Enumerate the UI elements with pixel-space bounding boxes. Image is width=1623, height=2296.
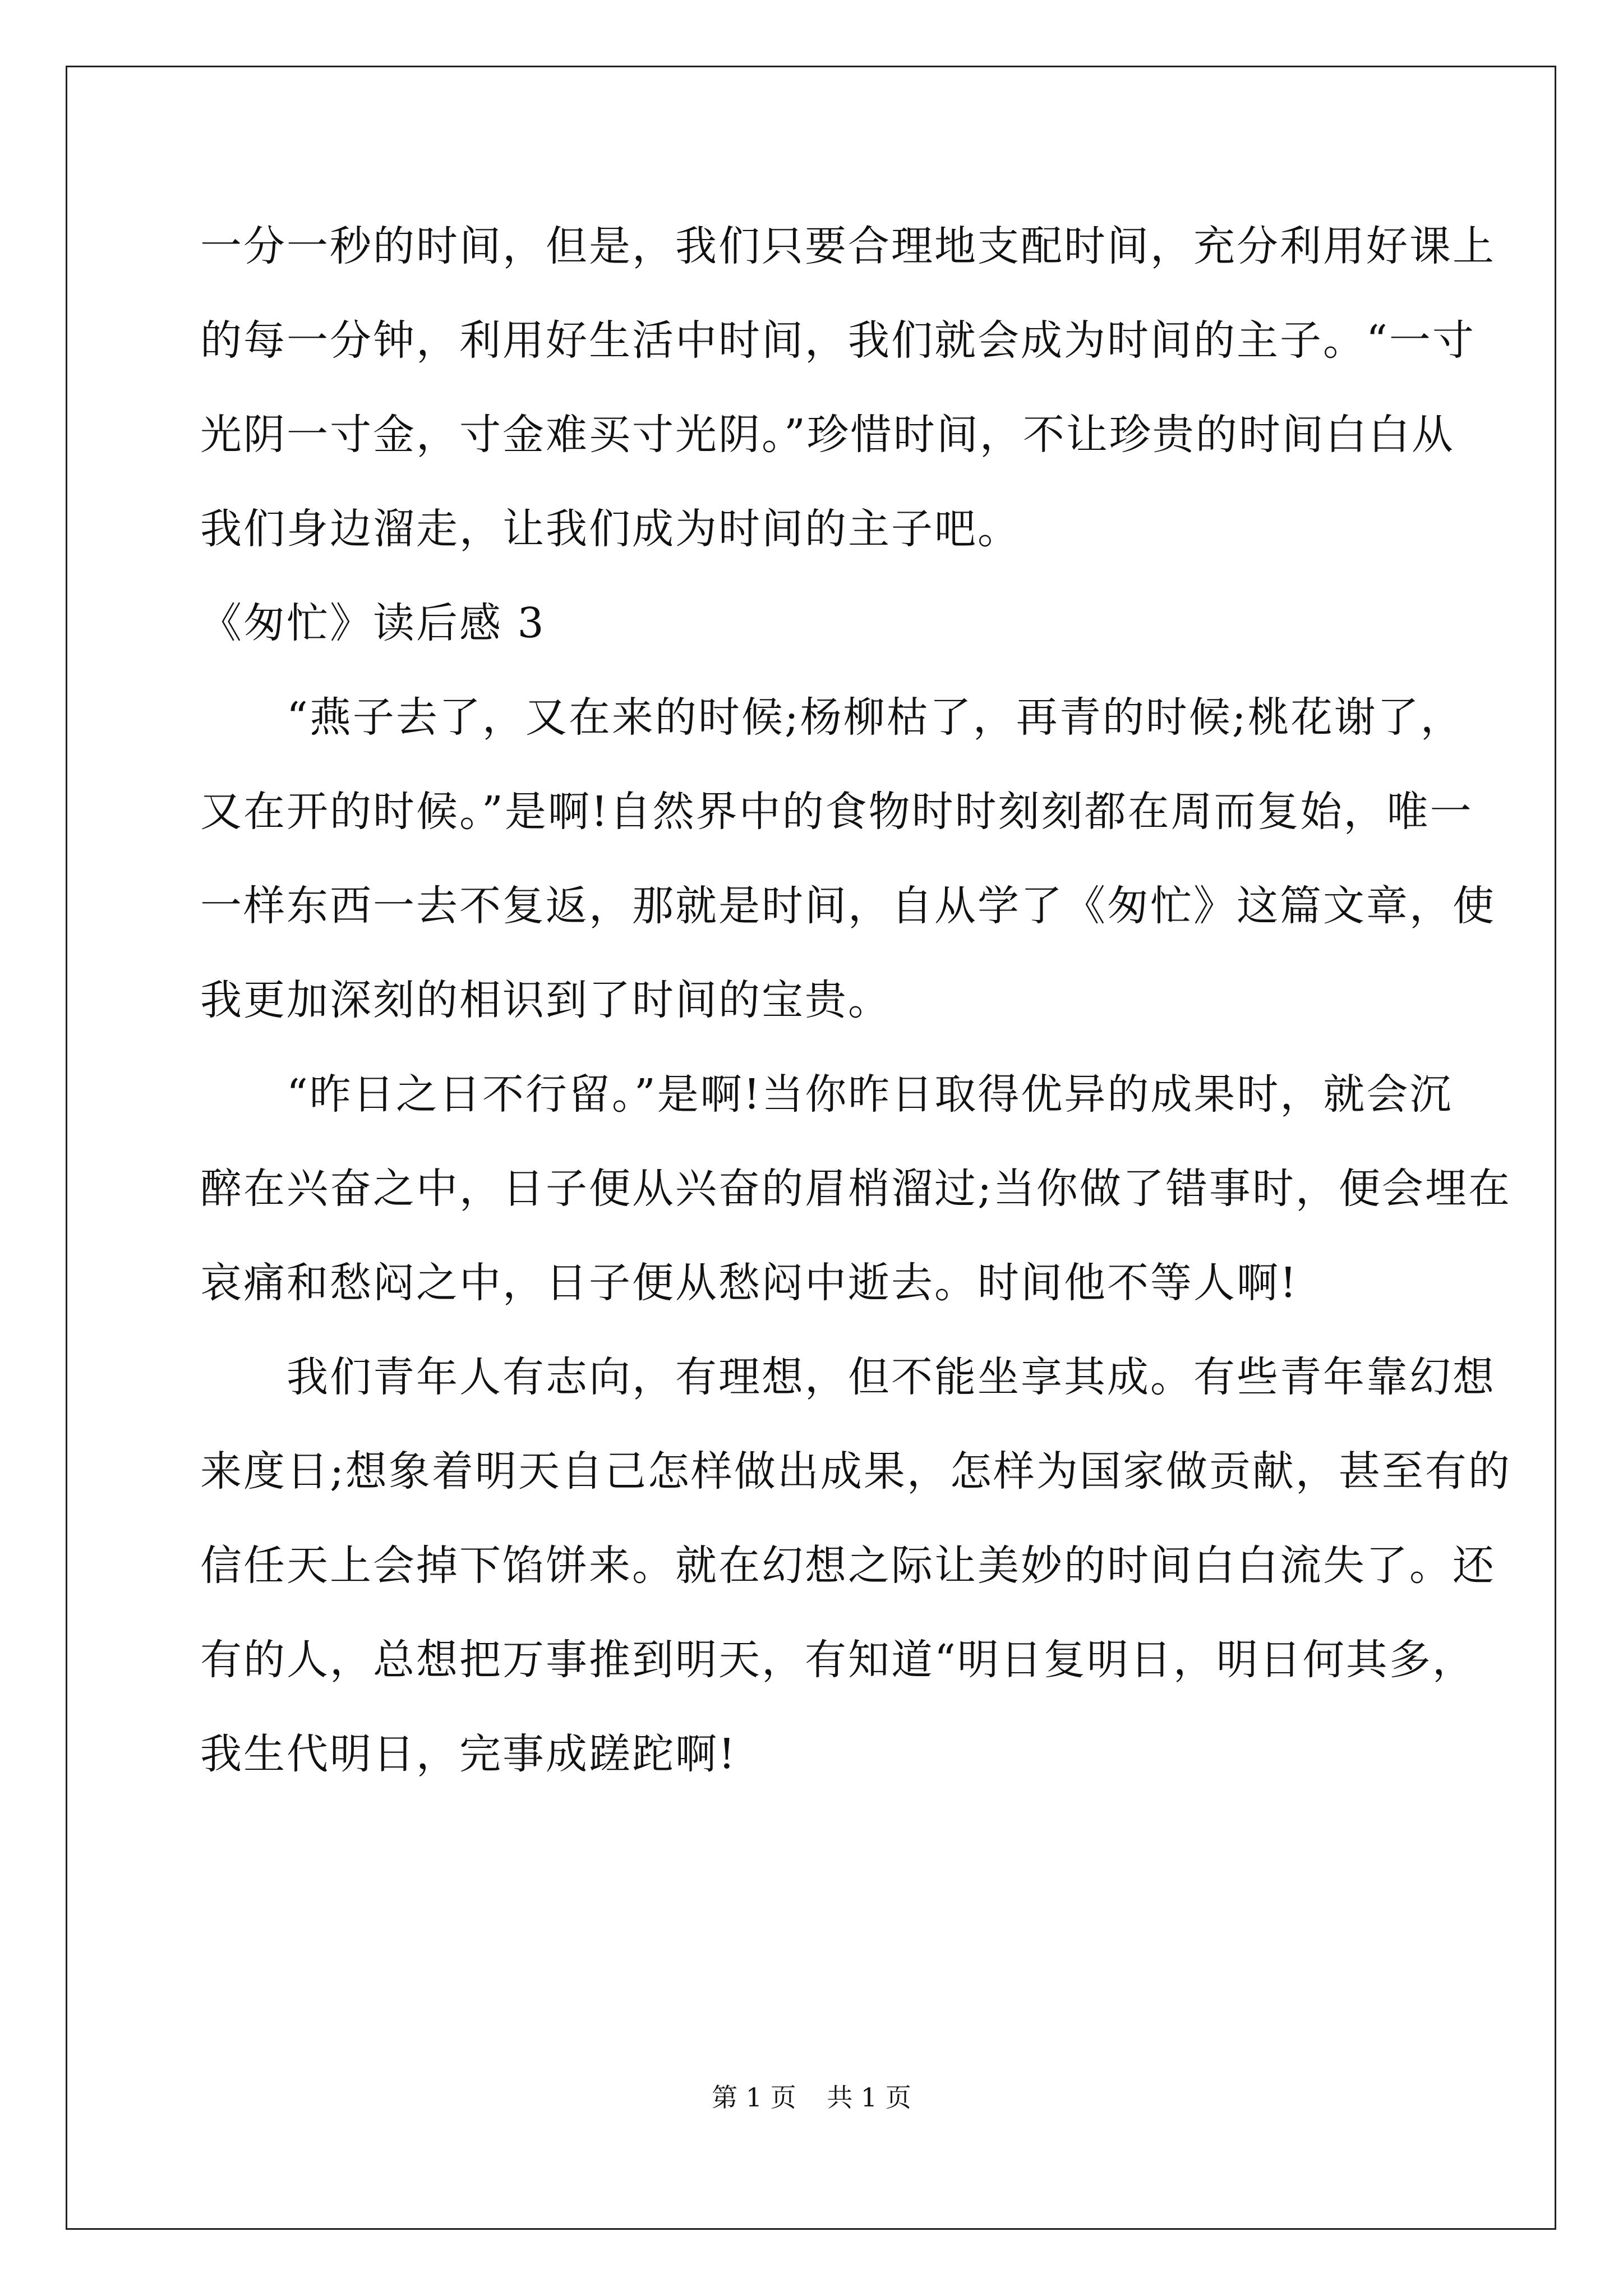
section-heading: 《匆忙》读后感 3 (200, 599, 546, 647)
text-line: 我生代明日，完事成蹉跎啊! (200, 1730, 737, 1778)
page-footer (0, 2081, 1623, 2114)
page-total: 共 1 页 (827, 2082, 911, 2113)
text-line: 我们青年人有志向，有理想，但不能坐享其成。有些青年靠幻想 (200, 1353, 1496, 1401)
text-line: 有的人，总想把万事推到明天，有知道“明日复明日，明日何其多， (200, 1636, 1476, 1684)
text-line: 又在开的时候。”是啊!自然界中的食物时时刻刻都在周而复始，唯一 (200, 788, 1473, 836)
text-line: 哀痛和愁闷之中，日子便从愁闷中逝去。时间他不等人啊! (200, 1259, 1298, 1307)
document-body (200, 199, 1511, 1801)
text-line: 一样东西一去不复返，那就是时间，自从学了《匆忙》这篇文章，使 (200, 882, 1496, 930)
text-line: 来度日;想象着明天自己怎样做出成果，怎样为国家做贡献，甚至有的 (200, 1447, 1511, 1496)
text-line: 一分一秒的时间，但是，我们只要合理地支配时间，充分利用好课上 (200, 222, 1496, 270)
text-line: 我更加深刻的相识到了时间的宝贵。 (200, 976, 891, 1024)
text-line: “昨日之日不行留。”是啊!当你昨日取得优异的成果时，就会沉 (200, 1070, 1453, 1119)
text-line: 的每一分钟，利用好生活中时间，我们就会成为时间的主子。“一寸 (200, 316, 1476, 365)
text-line: 我们身边溜走，让我们成为时间的主子吧。 (200, 505, 1021, 553)
text-line: 光阴一寸金，寸金难买寸光阴。”珍惜时间，不让珍贵的时间白白从 (200, 411, 1455, 459)
text-line: 信任天上会掉下馅饼来。就在幻想之际让美妙的时间白白流失了。还 (200, 1542, 1496, 1590)
text-line: 醉在兴奋之中，日子便从兴奋的眉梢溜过;当你做了错事时，便会埋在 (200, 1165, 1511, 1213)
page-number: 第 1 页 (712, 2082, 796, 2113)
text-line: “燕子去了，又在来的时候;杨柳枯了，再青的时候;桃花谢了， (200, 693, 1464, 742)
